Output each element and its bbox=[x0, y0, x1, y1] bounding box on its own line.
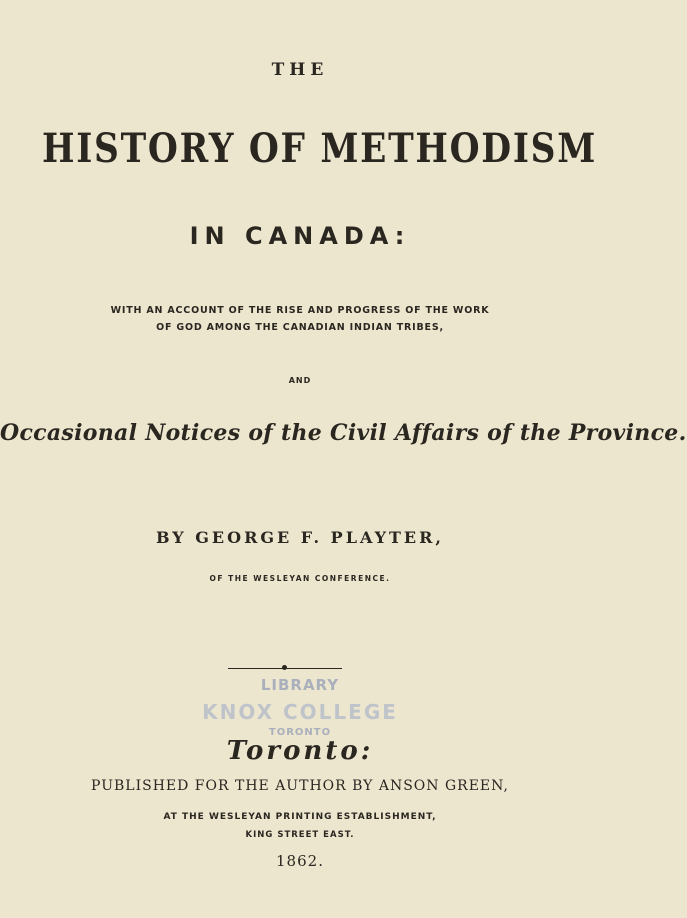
imprint-street: KING STREET EAST. bbox=[245, 830, 355, 840]
imprint-city: Toronto: bbox=[226, 736, 374, 766]
subtitle-line-1: WITH AN ACCOUNT OF THE RISE AND PROGRESS OF THE WORK bbox=[110, 305, 490, 316]
imprint-year: 1862. bbox=[276, 852, 324, 870]
subtitle-line-2: OF GOD AMONG THE CANADIAN INDIAN TRIBES, bbox=[156, 322, 444, 333]
library-stamp-line-3: TORONTO bbox=[268, 727, 332, 738]
library-stamp-line-1: LIBRARY bbox=[260, 676, 340, 694]
author-line: BY GEORGE F. PLAYTER, bbox=[156, 528, 444, 547]
notices-subtitle: Occasional Notices of the Civil Affairs of the Province. bbox=[0, 420, 687, 446]
in-canada-subtitle: IN CANADA: bbox=[189, 222, 411, 250]
the-word: THE bbox=[271, 60, 329, 80]
conference-line: OF THE WESLEYAN CONFERENCE. bbox=[209, 574, 391, 583]
and-connector: AND bbox=[288, 376, 312, 385]
library-stamp-line-2: KNOX COLLEGE bbox=[202, 700, 398, 724]
imprint-publisher: PUBLISHED FOR THE AUTHOR BY ANSON GREEN, bbox=[91, 778, 509, 794]
divider-dot bbox=[282, 665, 287, 670]
book-title: HISTORY OF METHODISM bbox=[42, 125, 598, 172]
imprint-establishment: AT THE WESLEYAN PRINTING ESTABLISHMENT, bbox=[163, 812, 437, 822]
